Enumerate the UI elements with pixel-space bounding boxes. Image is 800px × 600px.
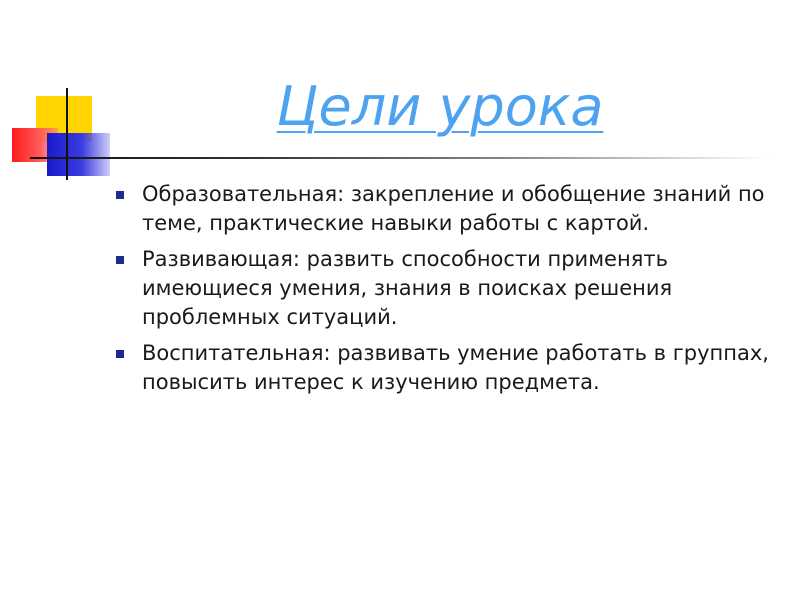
- title-underline-rule: [30, 157, 770, 159]
- square-bullet-icon: [116, 191, 124, 199]
- bullet-text: Образовательная: закрепление и обобщение знаний по теме, практические навыки работы с картой.: [142, 182, 765, 235]
- decorative-squares: [0, 0, 140, 190]
- bullet-item: [110, 245, 770, 332]
- bullet-text: Воспитательная: развивать умение работать в группах, повысить интерес к изучению предмета.: [142, 341, 769, 394]
- bullet-text: Развивающая: развить способности применять имеющиеся умения, знания в поисках решения проблемных ситуаций.: [142, 247, 673, 329]
- square-bullet-icon: [116, 350, 124, 358]
- bullet-item: [110, 339, 770, 397]
- bullet-item: [110, 180, 770, 238]
- blue-square: [47, 133, 110, 176]
- square-bullet-icon: [116, 256, 124, 264]
- vertical-rule: [66, 88, 68, 180]
- bullet-list: [110, 180, 770, 404]
- slide-title: Цели урока: [276, 75, 604, 138]
